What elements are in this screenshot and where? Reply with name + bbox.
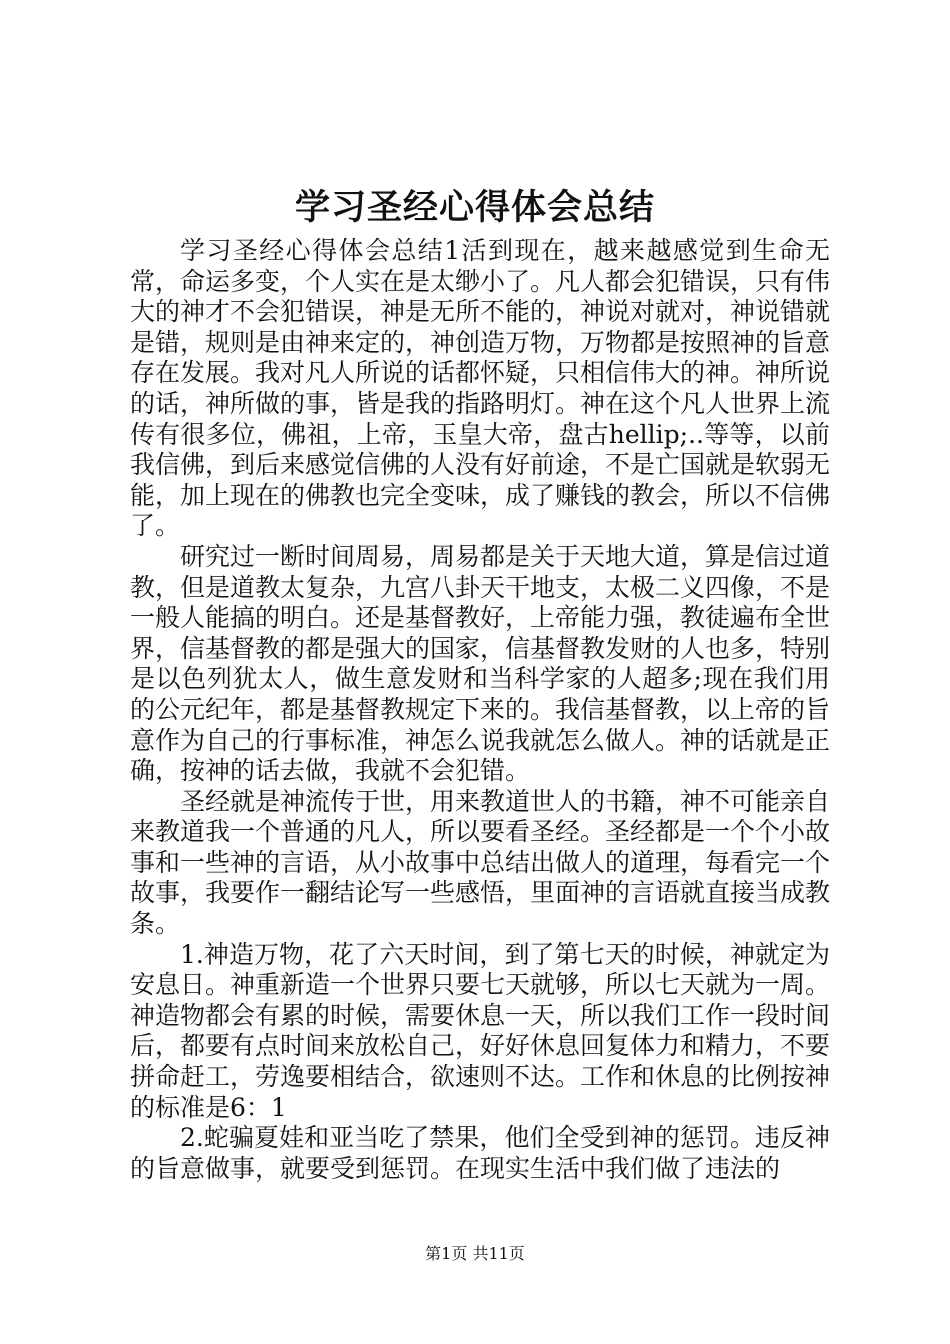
page-number-footer: 第1页 共11页 (425, 1244, 525, 1263)
paragraph-1: 学习圣经心得体会总结1活到现在，越来越感觉到生命无常，命运多变，个人实在是太缈小了。凡人都会犯错误，只有伟大的神才不会犯错误，神是无所不能的，神说对就对，神说错就是错，规则是由神来定的，神创造万物，万物都是按照神的旨意存在发展。我对凡人所说的话都怀疑，只相信伟大的神。神所说的话，神所做的事，皆是我的指路明灯。神在这个凡人世界上流传有很多位，佛祖，上帝，玉皇大帝，盘古hellip;..等等，以前我信佛，到后来感觉信佛的人没有好前途，不是亡国就是软弱无能，加上现在的佛教也完全变味，成了赚钱的教会，所以不信佛了。 (130, 236, 831, 541)
paragraph-2: 研究过一断时间周易，周易都是关于天地大道，算是信过道教，但是道教太复杂，九宫八卦天干地支，太极二义四像，不是一般人能搞的明白。还是基督教好，上帝能力强，教徒遍布全世界，信基督教的都是强大的国家，信基督教发财的人也多，特别是以色列犹太人，做生意发财和当科学家的人超多;现在我们用的公元纪年，都是基督教规定下来的。我信基督教，以上帝的旨意作为自己的行事标准，神怎么说我就怎么做人。神的话就是正确，按神的话去做，我就不会犯错。 (130, 541, 831, 786)
paragraph-4: 1.神造万物，花了六天时间，到了第七天的时候，神就定为安息日。神重新造一个世界只要七天就够，所以七天就为一周。神造物都会有累的时候，需要休息一天，所以我们工作一段时间后，都要有点时间来放松自己，好好休息回复体力和精力，不要拼命赶工，劳逸要相结合，欲速则不达。工作和休息的比例按神的标准是6：1 (130, 939, 831, 1122)
document-title: 学习圣经心得体会总结 (294, 187, 655, 228)
document-body (130, 236, 830, 1184)
paragraph-3: 圣经就是神流传于世，用来教道世人的书籍，神不可能亲自来教道我一个普通的凡人，所以要看圣经。圣经都是一个个小故事和一些神的言语，从小故事中总结出做人的道理，每看完一个故事，我要作一翻结论写一些感悟，里面神的言语就直接当成教条。 (130, 786, 831, 939)
paragraph-5: 2.蛇骗夏娃和亚当吃了禁果，他们全受到神的惩罚。违反神的旨意做事，就要受到惩罚。在现实生活中我们做了违法的 (130, 1123, 830, 1183)
